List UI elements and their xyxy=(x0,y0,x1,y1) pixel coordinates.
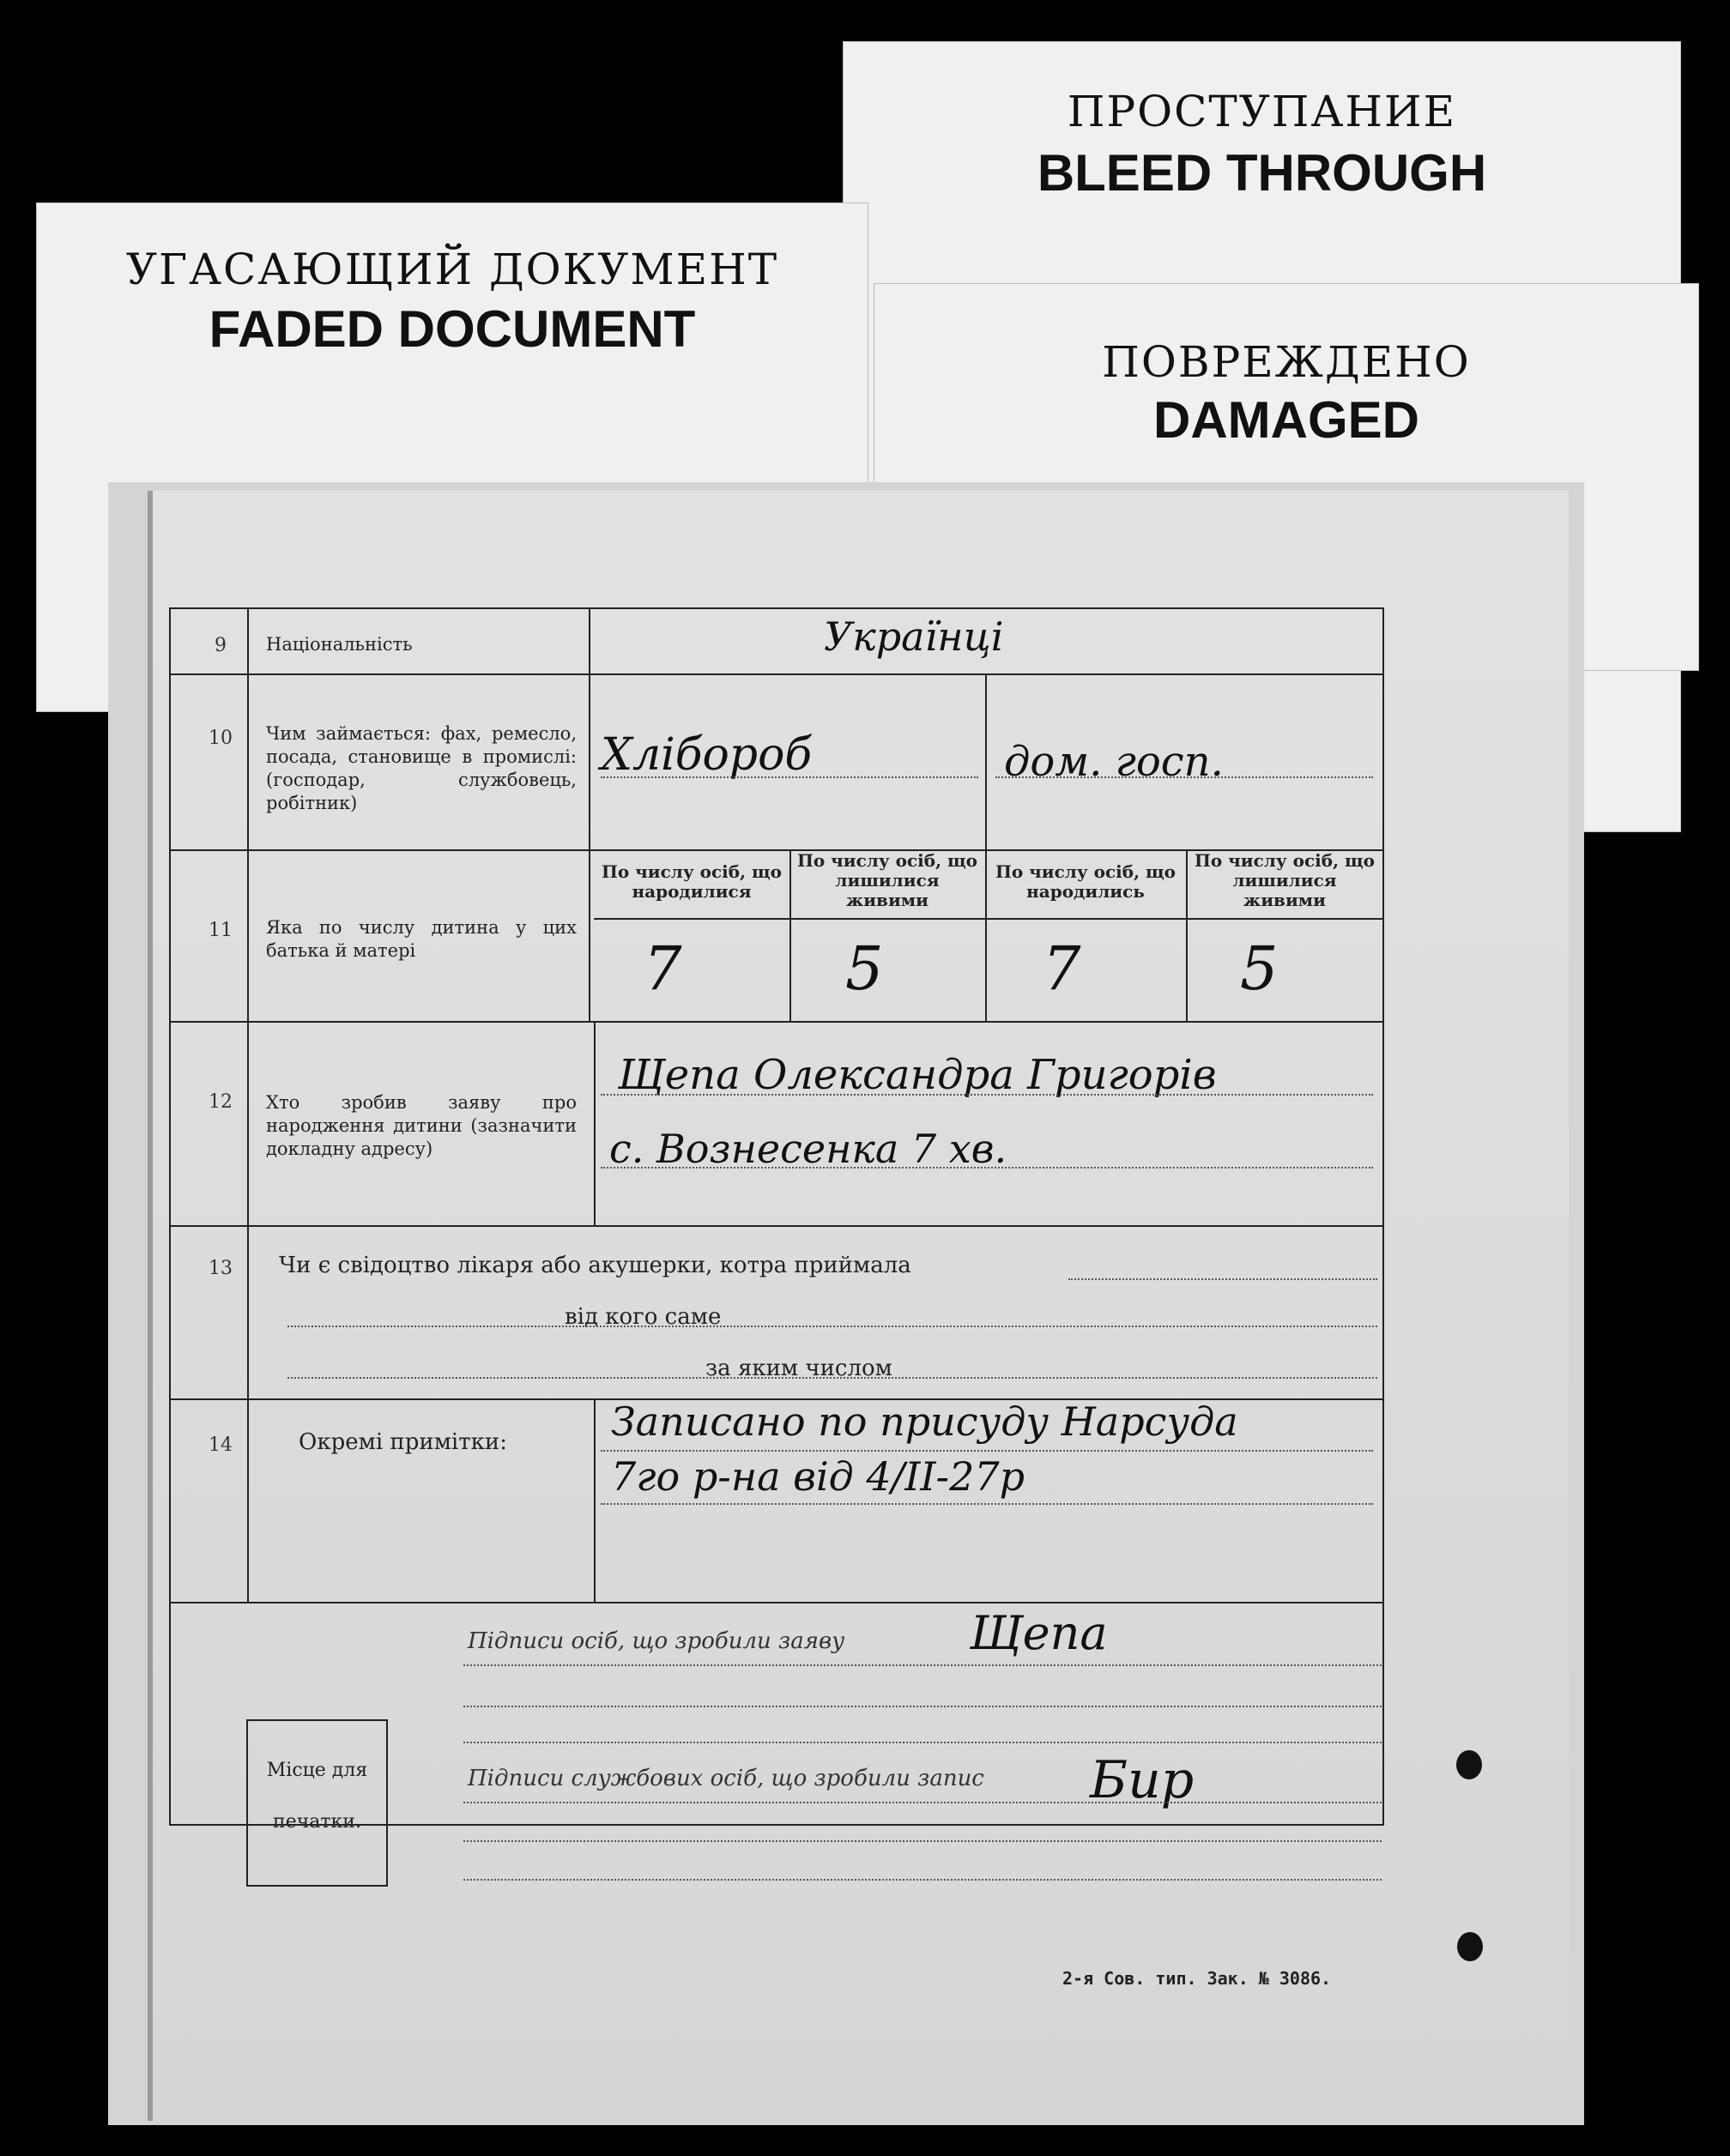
col-header-born-father: По числу осіб, що народилися xyxy=(601,861,783,902)
declarant-address: с. Вознесенка 7 хв. xyxy=(609,1126,1007,1172)
row-13-number: 13 xyxy=(209,1258,233,1279)
declarant-name: Щепа Олександра Григорів xyxy=(618,1051,1217,1099)
row-11-number: 11 xyxy=(209,920,233,941)
col-header-alive-mother: По числу осіб, що лишилися живими xyxy=(1194,850,1376,910)
row-12-number: 12 xyxy=(209,1091,233,1113)
applicants-signature-label: Підписи осіб, що зробили заяву xyxy=(468,1628,845,1654)
stamp-line-1: Місце для xyxy=(266,1760,368,1781)
born-mother-value: 7 xyxy=(1043,933,1081,1004)
nationality-label: Національність xyxy=(266,634,413,655)
occupation-father-value: Хлібороб xyxy=(601,729,813,781)
stamp-placeholder xyxy=(246,1719,388,1887)
row-9-number: 9 xyxy=(215,635,227,656)
bleed-through-en: BLEED THROUGH xyxy=(1037,144,1487,202)
alive-mother-value: 5 xyxy=(1240,933,1279,1004)
certificate-question: Чи є свідоцтво лікаря або акушерки, котра приймала xyxy=(279,1253,911,1278)
notes-label: Окремі примітки: xyxy=(299,1429,507,1455)
from-whom-label: від кого саме xyxy=(565,1304,722,1330)
date-label: за яким числом xyxy=(705,1356,892,1381)
row-14-number: 14 xyxy=(209,1434,233,1456)
damaged-en: DAMAGED xyxy=(1153,391,1419,449)
printer-imprint: 2-я Сов. тип. Зак. № 3086. xyxy=(1062,1968,1332,1989)
occupation-mother-value: дом. госп. xyxy=(1004,738,1224,786)
col-header-alive-father: По числу осіб, що лишилися живими xyxy=(796,850,978,910)
nationality-value: Українці xyxy=(824,613,1004,660)
officials-signature-label: Підписи службових осіб, що зробили запис xyxy=(468,1766,984,1791)
damaged-ru: ПОВРЕЖДЕНО xyxy=(1102,337,1471,387)
col-header-born-mother: По числу осіб, що народились xyxy=(995,861,1177,902)
born-father-value: 7 xyxy=(644,933,682,1004)
applicants-signature: Щепа xyxy=(970,1606,1108,1660)
alive-father-value: 5 xyxy=(845,933,884,1004)
bleed-through-ru: ПРОСТУПАНИЕ xyxy=(1067,87,1457,136)
punch-hole-bottom xyxy=(1457,1932,1483,1961)
punch-hole-top xyxy=(1456,1750,1482,1779)
notes-line-2: 7го р-на від 4/II-27р xyxy=(611,1453,1025,1500)
faded-document-en: FADED DOCUMENT xyxy=(209,300,696,358)
officials-signature: Бир xyxy=(1090,1750,1195,1810)
faded-document-ru: УГАСАЮЩИЙ ДОКУМЕНТ xyxy=(125,245,779,294)
row-10-number: 10 xyxy=(209,728,233,749)
stamp-line-2: печатки. xyxy=(273,1811,361,1833)
child-order-label: Яка по числу дитина у цих батька й матері xyxy=(266,917,577,961)
occupation-label: Чим займається: фах, ремесло, посада, становище в промислі: (господар, службовець, робітник) xyxy=(266,723,577,813)
notes-line-1: Записано по присуду Нарсуда xyxy=(611,1398,1238,1445)
declarant-label: Хто зробив заяву про народження дитини (зазначити докладну адресу) xyxy=(266,1092,577,1159)
